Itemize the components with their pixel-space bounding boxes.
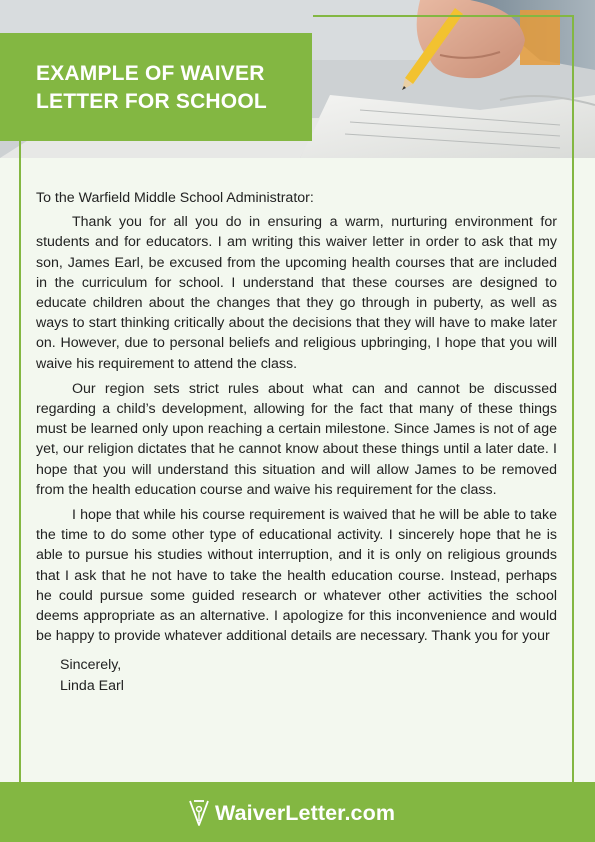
brand-logo[interactable] [188, 799, 395, 827]
page-title-line-1: EXAMPLE OF WAIVER [36, 62, 265, 85]
footer-bar [0, 782, 595, 842]
page-title-line-2: LETTER FOR SCHOOL [36, 90, 267, 113]
closing-phrase: Sincerely, [60, 657, 122, 674]
letter-body [36, 188, 557, 697]
letter-paragraph: Our region sets strict rules about what can and cannot be discussed regarding a child’s development, allowing for the fact that many of these things must be learned only upon reaching a certain milestone. Since James is not of age yet, our religion dictates that he cannot know about these things until a later date. I hope that you will understand this situation and will allow James to be removed from the health education course and waive his requirement for the class. [36, 380, 557, 498]
frame-border-left [19, 141, 21, 782]
frame-border-right [572, 15, 574, 782]
signature-name: Linda Earl [60, 678, 124, 695]
pen-nib-icon [188, 799, 210, 827]
brand-name: WaiverLetter.com [215, 800, 396, 825]
letter-salutation: To the Warfield Middle School Administrator: [36, 190, 314, 206]
frame-border-top [313, 15, 574, 17]
title-banner [0, 33, 312, 141]
letter-closing [60, 655, 557, 697]
letter-paragraph: Thank you for all you do in ensuring a warm, nurturing environment for students and for educators. I am writing this waiver letter in order to ask that my son, James Earl, be excused from the upcoming health courses that are included in the curriculum for school. I understand that these courses are designed to educate children about the changes that they go through in puberty, as well as ways to start thinking critically about the decisions that they will have to make later on. However, due to personal beliefs and religious upbringing, I hope that you will waive his requirement to attend the class. [36, 214, 557, 372]
letter-paragraph: I hope that while his course requirement is waived that he will be able to take the time to do some other type of educational activity. I sincerely hope that he is able to pursue his studies without interruption, and it is only on religious grounds that I ask that he not have to take the health education course. Instead, perhaps he could pursue some guided research or whatever other activities the school deems appropriate as an alternative. I apologize for this inconvenience and would be happy to provide whatever additional details are necessary. Thank you for your [36, 507, 557, 645]
